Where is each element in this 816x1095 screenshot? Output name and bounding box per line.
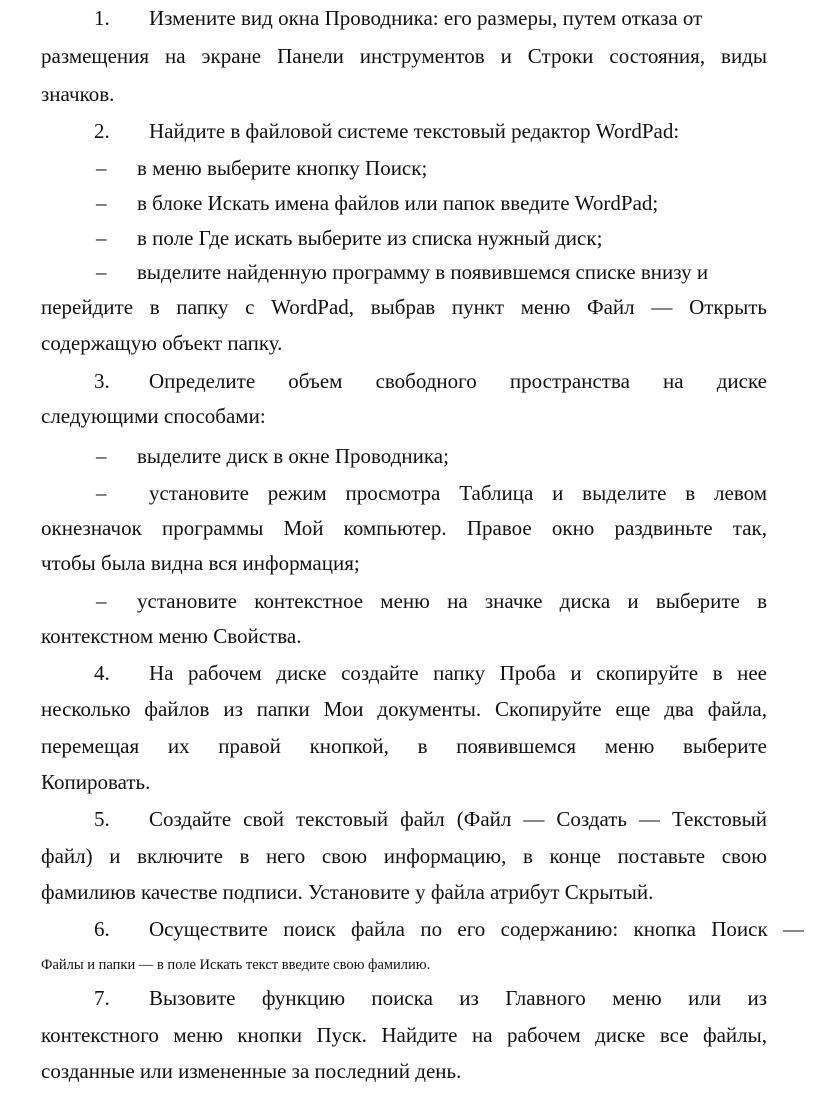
subitem-line: окнезначок программы Мой компьютер. Правое окно раздвиньте так, — [41, 516, 767, 540]
subitem-line: в блоке Искать имена файлов или папок введите WordPad; — [137, 191, 659, 215]
item-line: размещения на экране Панели инструментов и Строки состояния, виды — [41, 44, 767, 68]
item-line: Осуществите поиск файла по его содержанию: кнопка Поиск — — [149, 917, 804, 941]
item-line: перемещая их правой кнопкой, в появившемся меню выберите — [41, 734, 767, 758]
subitem-line: установите контекстное меню на значке диска и выберите в — [137, 589, 767, 613]
subitem-line: в меню выберите кнопку Поиск; — [137, 156, 428, 180]
item-number: 7. — [94, 986, 110, 1010]
item-line: контекстного меню кнопки Пуск. Найдите на рабочем диске все файлы, — [41, 1023, 767, 1047]
item-line: Создайте свой текстовый файл (Файл — Создать — Текстовый — [149, 807, 767, 831]
item-line: Измените вид окна Проводника: его размеры, путем отказа от — [149, 6, 703, 30]
dash-marker: – — [96, 444, 107, 468]
item-number: 4. — [94, 661, 110, 685]
item-line: значков. — [41, 82, 115, 106]
subitem-line: выделите диск в окне Проводника; — [137, 444, 449, 468]
item-line: Найдите в файловой системе текстовый редактор WordPad: — [149, 119, 680, 143]
subitem-line: установите режим просмотра Таблица и выделите в левом — [149, 481, 767, 505]
item-number: 6. — [94, 917, 110, 941]
subitem-line: содержащую объект папку. — [41, 331, 283, 355]
dash-marker: – — [96, 481, 107, 505]
subitem-line: контекстном меню Свойства. — [41, 624, 302, 648]
item-line: На рабочем диске создайте папку Проба и скопируйте в нее — [149, 661, 767, 685]
item-number: 1. — [94, 6, 110, 30]
item-number: 2. — [94, 119, 110, 143]
dash-marker: – — [96, 191, 107, 215]
item-number: 3. — [94, 369, 110, 393]
subitem-line: в поле Где искать выберите из списка нужный диск; — [137, 226, 603, 250]
item-line: файл) и включите в него свою информацию, в конце поставьте свою — [41, 844, 767, 868]
dash-marker: – — [96, 226, 107, 250]
dash-marker: – — [96, 260, 107, 284]
item-line: Файлы и папки — в поле Искать текст введите свою фамилию. — [41, 957, 431, 973]
item-line: фамилиюв качестве подписи. Установите у файла атрибут Скрытый. — [41, 880, 654, 904]
item-line: Копировать. — [41, 770, 151, 794]
dash-marker: – — [96, 156, 107, 180]
item-line: следующими способами: — [41, 404, 266, 428]
item-line: несколько файлов из папки Мои документы. Скопируйте еще два файла, — [41, 697, 767, 721]
subitem-line: перейдите в папку с WordPad, выбрав пункт меню Файл — Открыть — [41, 295, 767, 319]
dash-marker: – — [96, 589, 107, 613]
item-line: Вызовите функцию поиска из Главного меню или из — [149, 986, 767, 1010]
item-number: 5. — [94, 807, 110, 831]
subitem-line: чтобы была видна вся информация; — [41, 551, 360, 575]
item-line: Определите объем свободного пространства на диске — [149, 369, 767, 393]
subitem-line: выделите найденную программу в появившемся списке внизу и — [137, 260, 709, 284]
item-line: созданные или измененные за последний день. — [41, 1059, 462, 1083]
